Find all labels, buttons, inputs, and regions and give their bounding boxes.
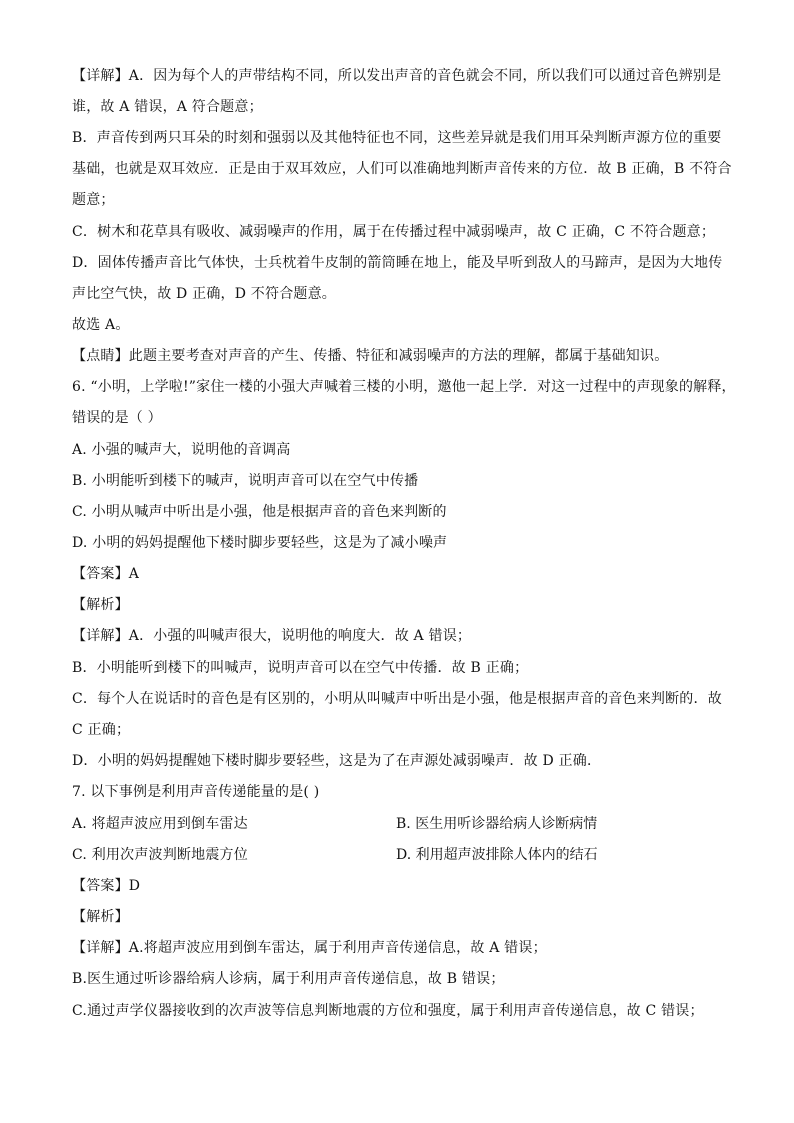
text-line: 谁，故 A 错误，A 符合题意； — [72, 99, 263, 115]
option-d: D. 利用超声波排除人体内的结石 — [396, 847, 598, 863]
text-line: C．每个人在说话时的音色是有区别的，小明从叫喊声中听出是小强，他是根据声音的音色来判断的．故 — [72, 691, 722, 707]
text-line: C．树木和花草具有吸收、减弱噪声的作用，属于在传播过程中减弱噪声，故 C 正确，C 不符合题意； — [72, 224, 716, 240]
text-line: 【详解】A．因为每个人的声带结构不同，所以发出声音的音色就会不同，所以我们可以通过音色辨别是 — [72, 68, 722, 84]
analysis-label: 【解析】 — [72, 597, 129, 613]
option-c: C. 利用次声波判断地震方位 — [72, 847, 248, 863]
text-line: B．小明能听到楼下的叫喊声，说明声音可以在空气中传播．故 B 正确； — [72, 660, 529, 676]
answer-label: 【答案】A — [72, 566, 140, 582]
option-b: B. 小明能听到楼下的喊声，说明声音可以在空气中传播 — [72, 473, 419, 489]
text-line: C.通过声学仪器接收到的次声波等信息判断地震的方位和强度，属于利用声音传递信息，故 C 错误； — [72, 1003, 704, 1019]
text-line: D．固体传播声音比气体快，士兵枕着牛皮制的箭筒睡在地上，能及早听到敌人的马蹄声，是因为大地传 — [72, 255, 723, 271]
answer-label: 【答案】D — [72, 878, 141, 894]
analysis-label: 【解析】 — [72, 909, 129, 925]
text-line: 【点睛】此题主要考查对声音的产生、传播、特征和减弱噪声的方法的理解，都属于基础知识。 — [72, 348, 669, 364]
question-7-stem: 7. 以下事例是利用声音传递能量的是( ) — [72, 784, 320, 800]
option-b: B. 医生用听诊器给病人诊断病情 — [396, 816, 598, 832]
text-line: D．小明的妈妈提醒她下楼时脚步要轻些，这是为了在声源处减弱噪声．故 D 正确． — [72, 753, 602, 769]
text-line: C 正确； — [72, 722, 131, 738]
option-c: C. 小明从喊声中听出是小强，他是根据声音的音色来判断的 — [72, 504, 447, 520]
option-a: A. 小强的喊声大，说明他的音调高 — [72, 442, 291, 458]
option-d: D. 小明的妈妈提醒他下楼时脚步要轻些，这是为了减小噪声 — [72, 535, 448, 551]
text-line: 故选 A。 — [72, 317, 130, 333]
text-line: 题意； — [72, 192, 115, 208]
text-line: 【详解】A.将超声波应用到倒车雷达，属于利用声音传递信息，故 A 错误； — [72, 940, 547, 956]
text-line: 声比空气快，故 D 正确，D 不符合题意。 — [72, 286, 336, 302]
text-line: 基础，也就是双耳效应．正是由于双耳效应，人们可以准确地判断声音传来的方位．故 B 正确，B 不符合 — [72, 161, 732, 177]
text-line: B.医生通过听诊器给病人诊病，属于利用声音传递信息，故 B 错误； — [72, 971, 505, 987]
question-6-stem: 错误的是（ ） — [72, 410, 162, 426]
question-6-stem: 6. “小明，上学啦!”家住一楼的小强大声喊着三楼的小明，邀他一起上学．对这一过程中的声现象的解释， — [72, 379, 736, 395]
text-line: B．声音传到两只耳朵的时刻和强弱以及其他特征也不同，这些差异就是我们用耳朵判断声源方位的重要 — [72, 130, 722, 146]
option-a: A. 将超声波应用到倒车雷达 — [72, 816, 248, 832]
text-line: 【详解】A．小强的叫喊声很大，说明他的响度大．故 A 错误； — [72, 628, 472, 644]
